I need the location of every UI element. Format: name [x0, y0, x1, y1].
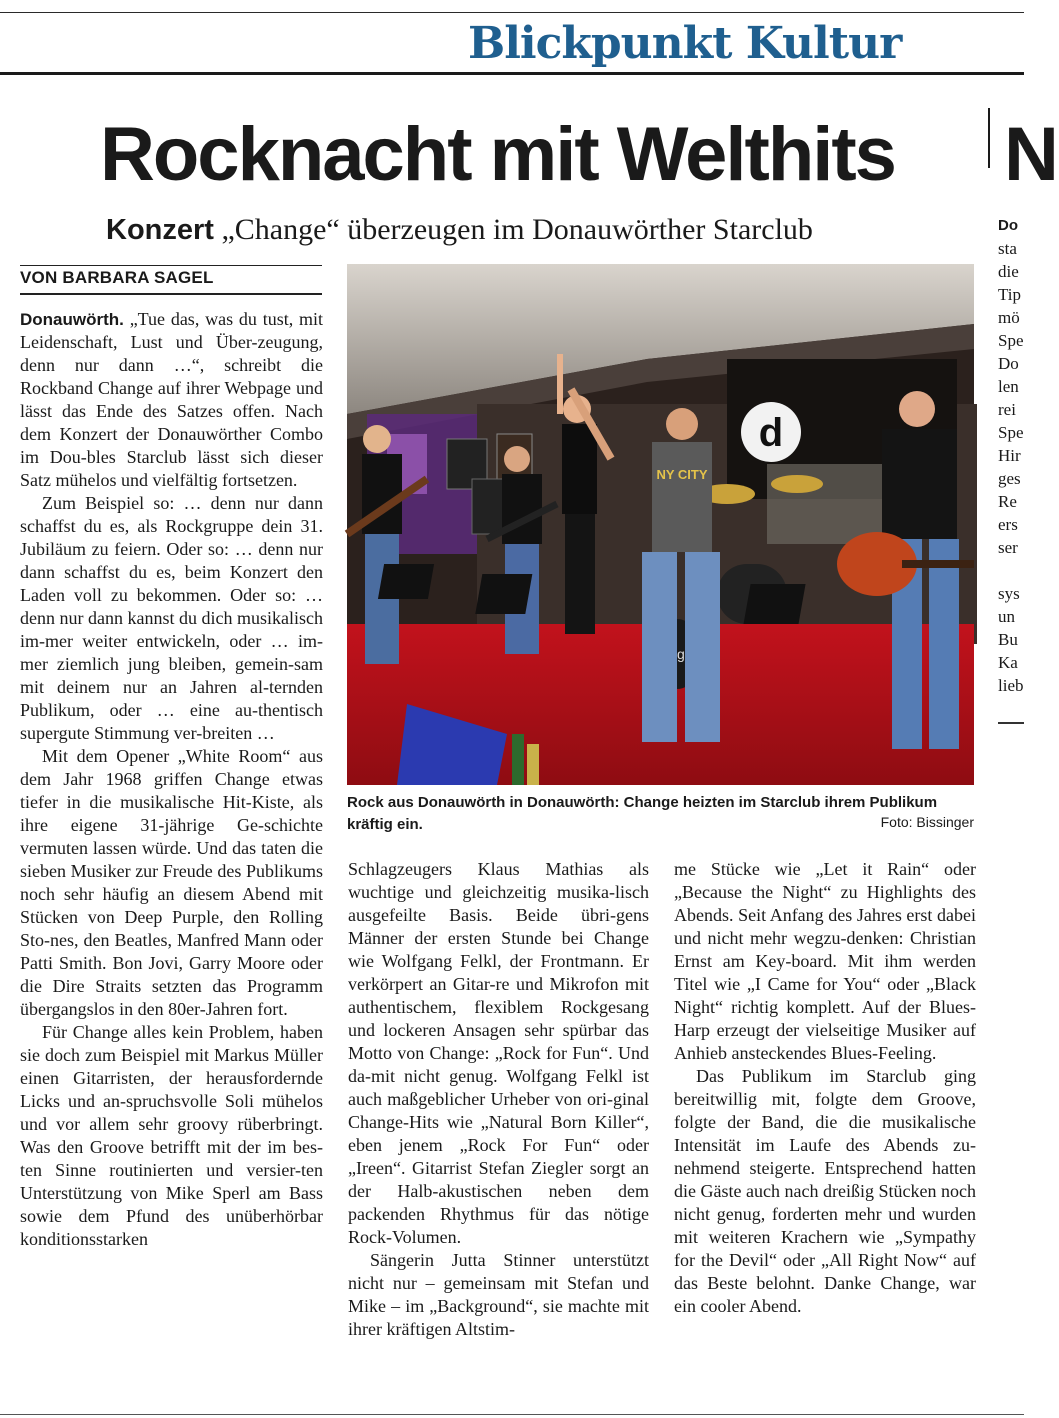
photo-illustration [347, 264, 974, 785]
sidebar-headline-fragment: N [1004, 112, 1059, 197]
paragraph: Das Publikum im Starclub ging bereitwillig mit, folgte dem Groove, folgte der Band, die die musikalische Intensität im Laufe des Abends zu-nehmend steigerte. Entsprechend hatten die Gäste auch nach dreißig Stücken noch nicht genug, forderten mehr und wurden mit weiteren Krachern wie „Sympathy for the Devil“ oder „All Right Now“ auf das Beste belohnt. Danke Change, war ein cooler Abend. [674, 1066, 976, 1316]
article-column-2 [348, 858, 649, 1341]
sidebar-article-fragment [998, 214, 1028, 697]
sidebar-rule [998, 722, 1024, 724]
shirt-print: NY CITY [656, 467, 708, 482]
byline-rule-bottom [20, 293, 322, 295]
sidebar-line: Spe [998, 331, 1024, 350]
sidebar-line: un [998, 607, 1015, 626]
sidebar-line: sta [998, 239, 1017, 258]
paragraph: Mit dem Opener „White Room“ aus dem Jahr 1968 griffen Change etwas tiefer in die musikalische Hit-Kiste, als ihre eigene 31-jährige Ge-schichte vermuten lassen würde. Und das taten die sieben Musiker zur Freude des Publikums noch sehr häufig an diesem Abend mit Stücken von Deep Purple, den Rolling Sto-nes, den Beatles, Manfred Mann oder Patti Smith. Bon Jovi, Garry Moore oder die Dire Straits setzten das Programm übergangslos in den 80er-Jahren fort. [20, 746, 323, 1019]
sidebar-line: Do [998, 354, 1019, 373]
concert-photo [347, 264, 974, 785]
byline-rule-top [20, 265, 322, 266]
sidebar-dateline: Do [998, 217, 1018, 234]
headline: Rocknacht mit Welthits [100, 112, 895, 197]
sign-letter: d [758, 411, 784, 455]
paragraph: Sängerin Jutta Stinner unterstützt nicht nur – gemeinsam mit Stefan und Mike – im „Background“, sie machte mit ihrer kräftigen Altstim- [348, 1250, 649, 1339]
sidebar-line: Spe [998, 423, 1024, 442]
sidebar-line: ers [998, 515, 1018, 534]
article-column-1 [20, 308, 323, 1251]
sidebar-line: Ka [998, 653, 1018, 672]
header-rule [0, 72, 1024, 75]
sidebar-line: mö [998, 308, 1020, 327]
sidebar-line: rei [998, 400, 1016, 419]
sidebar-line: lieb [998, 676, 1024, 695]
byline: VON BARBARA SAGEL [20, 268, 214, 287]
photo-caption: Rock aus Donauwörth in Donauwörth: Change heizten im Starclub ihrem Publikum kräftig ein. [347, 794, 938, 833]
paragraph: Schlagzeugers Klaus Mathias als wuchtige und gleichzeitig musika-lisch ausgefeilte Basis. Beide übri-gens Männer der ersten Stunde bei Change wie Wolfgang Felkl, der Frontmann. Er verkörpert an Gitar-re und Mikrofon mit authentischem, flexiblem Rockgesang und lockeren Ansagen sehr spürbar das Motto von Change: „Rock for Fun“. Und da-mit nicht genug. Wolfgang Felkl ist auch maßgeblicher Urheber von ori-ginal Change-Hits wie „Natural Born Killer“, eben jenem „Rock For Fun“ oder „Ireen“. Gitarrist Stefan Ziegler sorgt an der Halb-akustischen neben dem packenden Rhythmus für das nötige Rock-Volumen. [348, 859, 649, 1247]
subheadline [106, 210, 906, 250]
dateline: Donauwörth. [20, 310, 124, 329]
paragraph [20, 308, 323, 492]
section-title: Blickpunkt Kultur [468, 18, 902, 69]
kicker: Konzert [106, 214, 214, 246]
sidebar-line: sys [998, 584, 1020, 603]
paragraph-text: „Tue das, was du tust, mit Leidenschaft, Lust und Über-zeugung, denn nur dann …“, schreibt die Rockband Change auf ihrer Webpage und lässt das Ende des Satzes offen. Nach dem Konzert der Donauwörther Combo im Dou-bles Starclub lässt sich dieser Satz mühelos und vielfältig fortsetzen. [20, 309, 323, 490]
sidebar-line: Tip [998, 285, 1022, 304]
sidebar-line [998, 559, 1028, 582]
bottom-rule [0, 1414, 1024, 1415]
paragraph: Zum Beispiel so: … denn nur dann schaffst du es, als Rockgruppe dein 31. Jubiläum zu feiern. Oder so: … denn nur dann schaffst du es, beim Konzert den Laden voll zu bekommen. Oder so: … denn nur dann kannst du dich musikalisch im-mer weiter entwickeln, oder … im-mer ziemlich jung bleiben, gemein-sam mit deinem nur an Jahren al-ternden Publikum, oder … eine au-thentisch supergute Stimmung ver-breiten … [20, 493, 323, 743]
top-rule [0, 12, 1024, 13]
article-column-3 [674, 858, 976, 1318]
sidebar-line: Bu [998, 630, 1018, 649]
sidebar-line: Hir [998, 446, 1021, 465]
paragraph: Für Change alles kein Problem, haben sie doch zum Beispiel mit Markus Müller einen Gitarristen, der herausfordernde Licks und an-spruchsvolle Soli mühelos und vor allem sehr groovy rüberbringt. Was den Groove betrifft mit der im bes-ten Sinne routinierten und versier-ten Unterstützung von Mike Sperl am Bass sowie dem Pfund des unüberhörbar konditionsstarken [20, 1022, 323, 1249]
subtitle: „Change“ überzeugen im Donauwörther Starclub [221, 213, 813, 246]
sidebar-line: ser [998, 538, 1018, 557]
sidebar-line: len [998, 377, 1019, 396]
sidebar-line: die [998, 262, 1019, 281]
paragraph: me Stücke wie „Let it Rain“ oder „Because the Night“ zu Highlights des Abends. Seit Anfang des Jahres erst dabei und nicht mehr wegzu-denken: Christian Ernst am Key-board. Mit ihm werden Titel wie „I Came for You“ oder „Black Night“ richtig komplett. Auf der Blues-Harp erzeugt der vielseitige Musiker auf Anhieb ansteckendes Blues-Feeling. [674, 859, 976, 1063]
sidebar-line: Re [998, 492, 1017, 511]
photo-credit: Foto: Bissinger [880, 814, 974, 830]
column-divider [988, 108, 990, 168]
sidebar-line: ges [998, 469, 1021, 488]
